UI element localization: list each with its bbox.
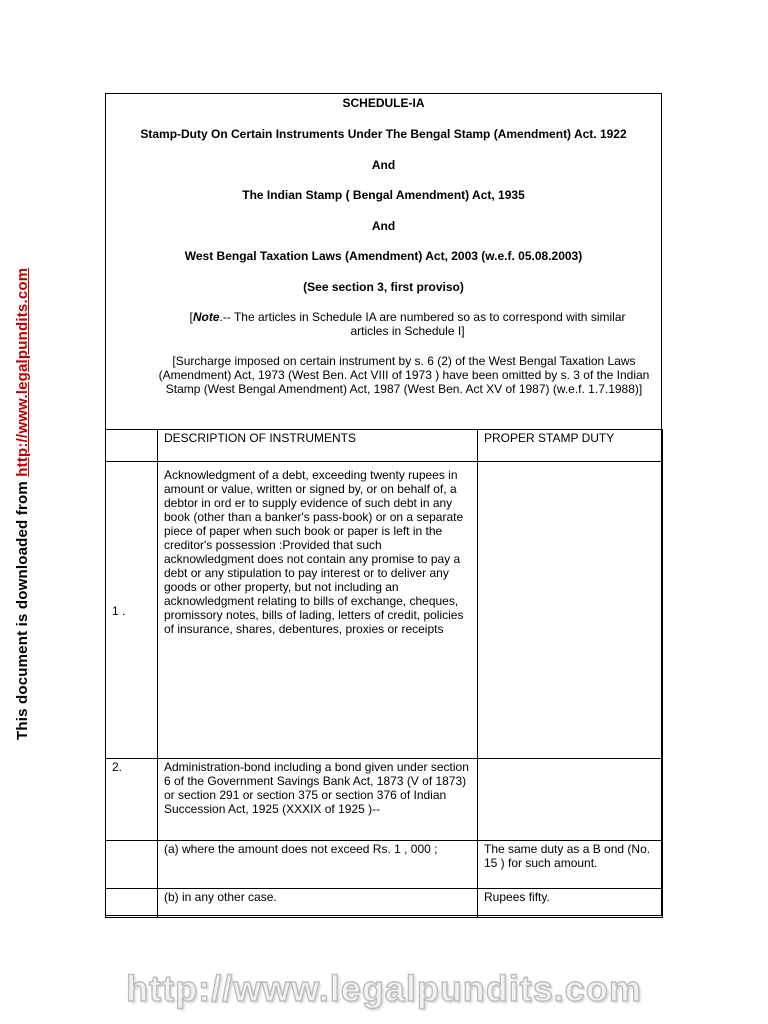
table-row [106, 841, 663, 889]
row-duty: Rupees fifty. [478, 889, 663, 918]
table-header-row [106, 430, 663, 462]
surcharge-note: [Surcharge imposed on certain instrument by s. 6 (2) of the West Bengal Taxation Laws (Amendment) Act, 1973 (West Ben. Act VIII of 1973 ) have been omitted by s. 3 of the Indian Stamp (West Bengal Amendment) Act, 1987 (West Ben. Act XV of 1987) (w.e.f. 1.7.1988)] [158, 354, 650, 396]
header-stamp-duty: PROPER STAMP DUTY [478, 430, 663, 462]
row-description: Administration-bond including a bond given under section 6 of the Government Savings Bank Act, 1873 (V of 1873) or section 291 or section 375 or section 376 of Indian Succession Act, 1925 (XXXIX of 1925 )-- [158, 759, 478, 841]
act-title-3: West Bengal Taxation Laws (Amendment) Act, 2003 (w.e.f. 05.08.2003) [184, 249, 583, 263]
schedule-heading: SCHEDULE-IA [342, 96, 425, 110]
row-number: 2. [106, 759, 158, 841]
table-row [106, 759, 663, 841]
schedule-title: Stamp-Duty On Certain Instruments Under The Bengal Stamp (Amendment) Act. 1922 [140, 127, 627, 141]
row-number [106, 841, 158, 889]
row-duty: The same duty as a B ond (No. 15 ) for such amount. [478, 841, 663, 889]
note-bracket: [ [189, 310, 193, 324]
download-notice-text: This document is downloaded from [14, 476, 31, 740]
instruments-table [105, 429, 663, 918]
row-description: Acknowledgment of a debt, exceeding twenty rupees in amount or value, written or signed by, or on behalf of, a debtor in ord er to supply evidence of such debt in any book (other than a banker's pass-book) or on a separate piece of paper when such book or paper is left in the creditor's possession :Provided that such acknowledgment does not contain any promise to pay a debt or any stipulation to pay interest or to deliver any goods or other property, but not including an acknowledgment relating to bills of exchange, cheques, promissory notes, bills of lading, letters of credit, policies of insurance, shares, debentures, proxies or receipts [158, 462, 478, 759]
schedule-header [106, 94, 661, 429]
row-duty [478, 759, 663, 841]
row-description: (b) in any other case. [158, 889, 478, 918]
and-separator-1: And [371, 158, 396, 172]
row-number [106, 889, 158, 918]
note-text: .-- The articles in Schedule IA are numbered so as to correspond with similar articles in Schedule I] [219, 310, 626, 338]
schedule-document [105, 93, 662, 916]
schedule-note [170, 310, 645, 338]
act-title-2: The Indian Stamp ( Bengal Amendment) Act, 1935 [242, 188, 525, 202]
row-description: (a) where the amount does not exceed Rs. 1 , 000 ; [158, 841, 478, 889]
see-section: (See section 3, first proviso) [303, 280, 464, 294]
and-separator-2: And [371, 219, 396, 233]
download-notice-link[interactable]: http://www.legalpundits.com [14, 267, 31, 477]
row-number: 1 . [106, 462, 158, 759]
table-row [106, 462, 663, 759]
footer-watermark: http://www.legalpundits.com [126, 968, 642, 1009]
note-label: Note [192, 310, 220, 324]
header-description: DESCRIPTION OF INSTRUMENTS [158, 430, 478, 462]
table-row [106, 889, 663, 918]
header-num-cell [106, 430, 158, 462]
side-download-notice [14, 268, 31, 740]
row-duty [478, 462, 663, 759]
